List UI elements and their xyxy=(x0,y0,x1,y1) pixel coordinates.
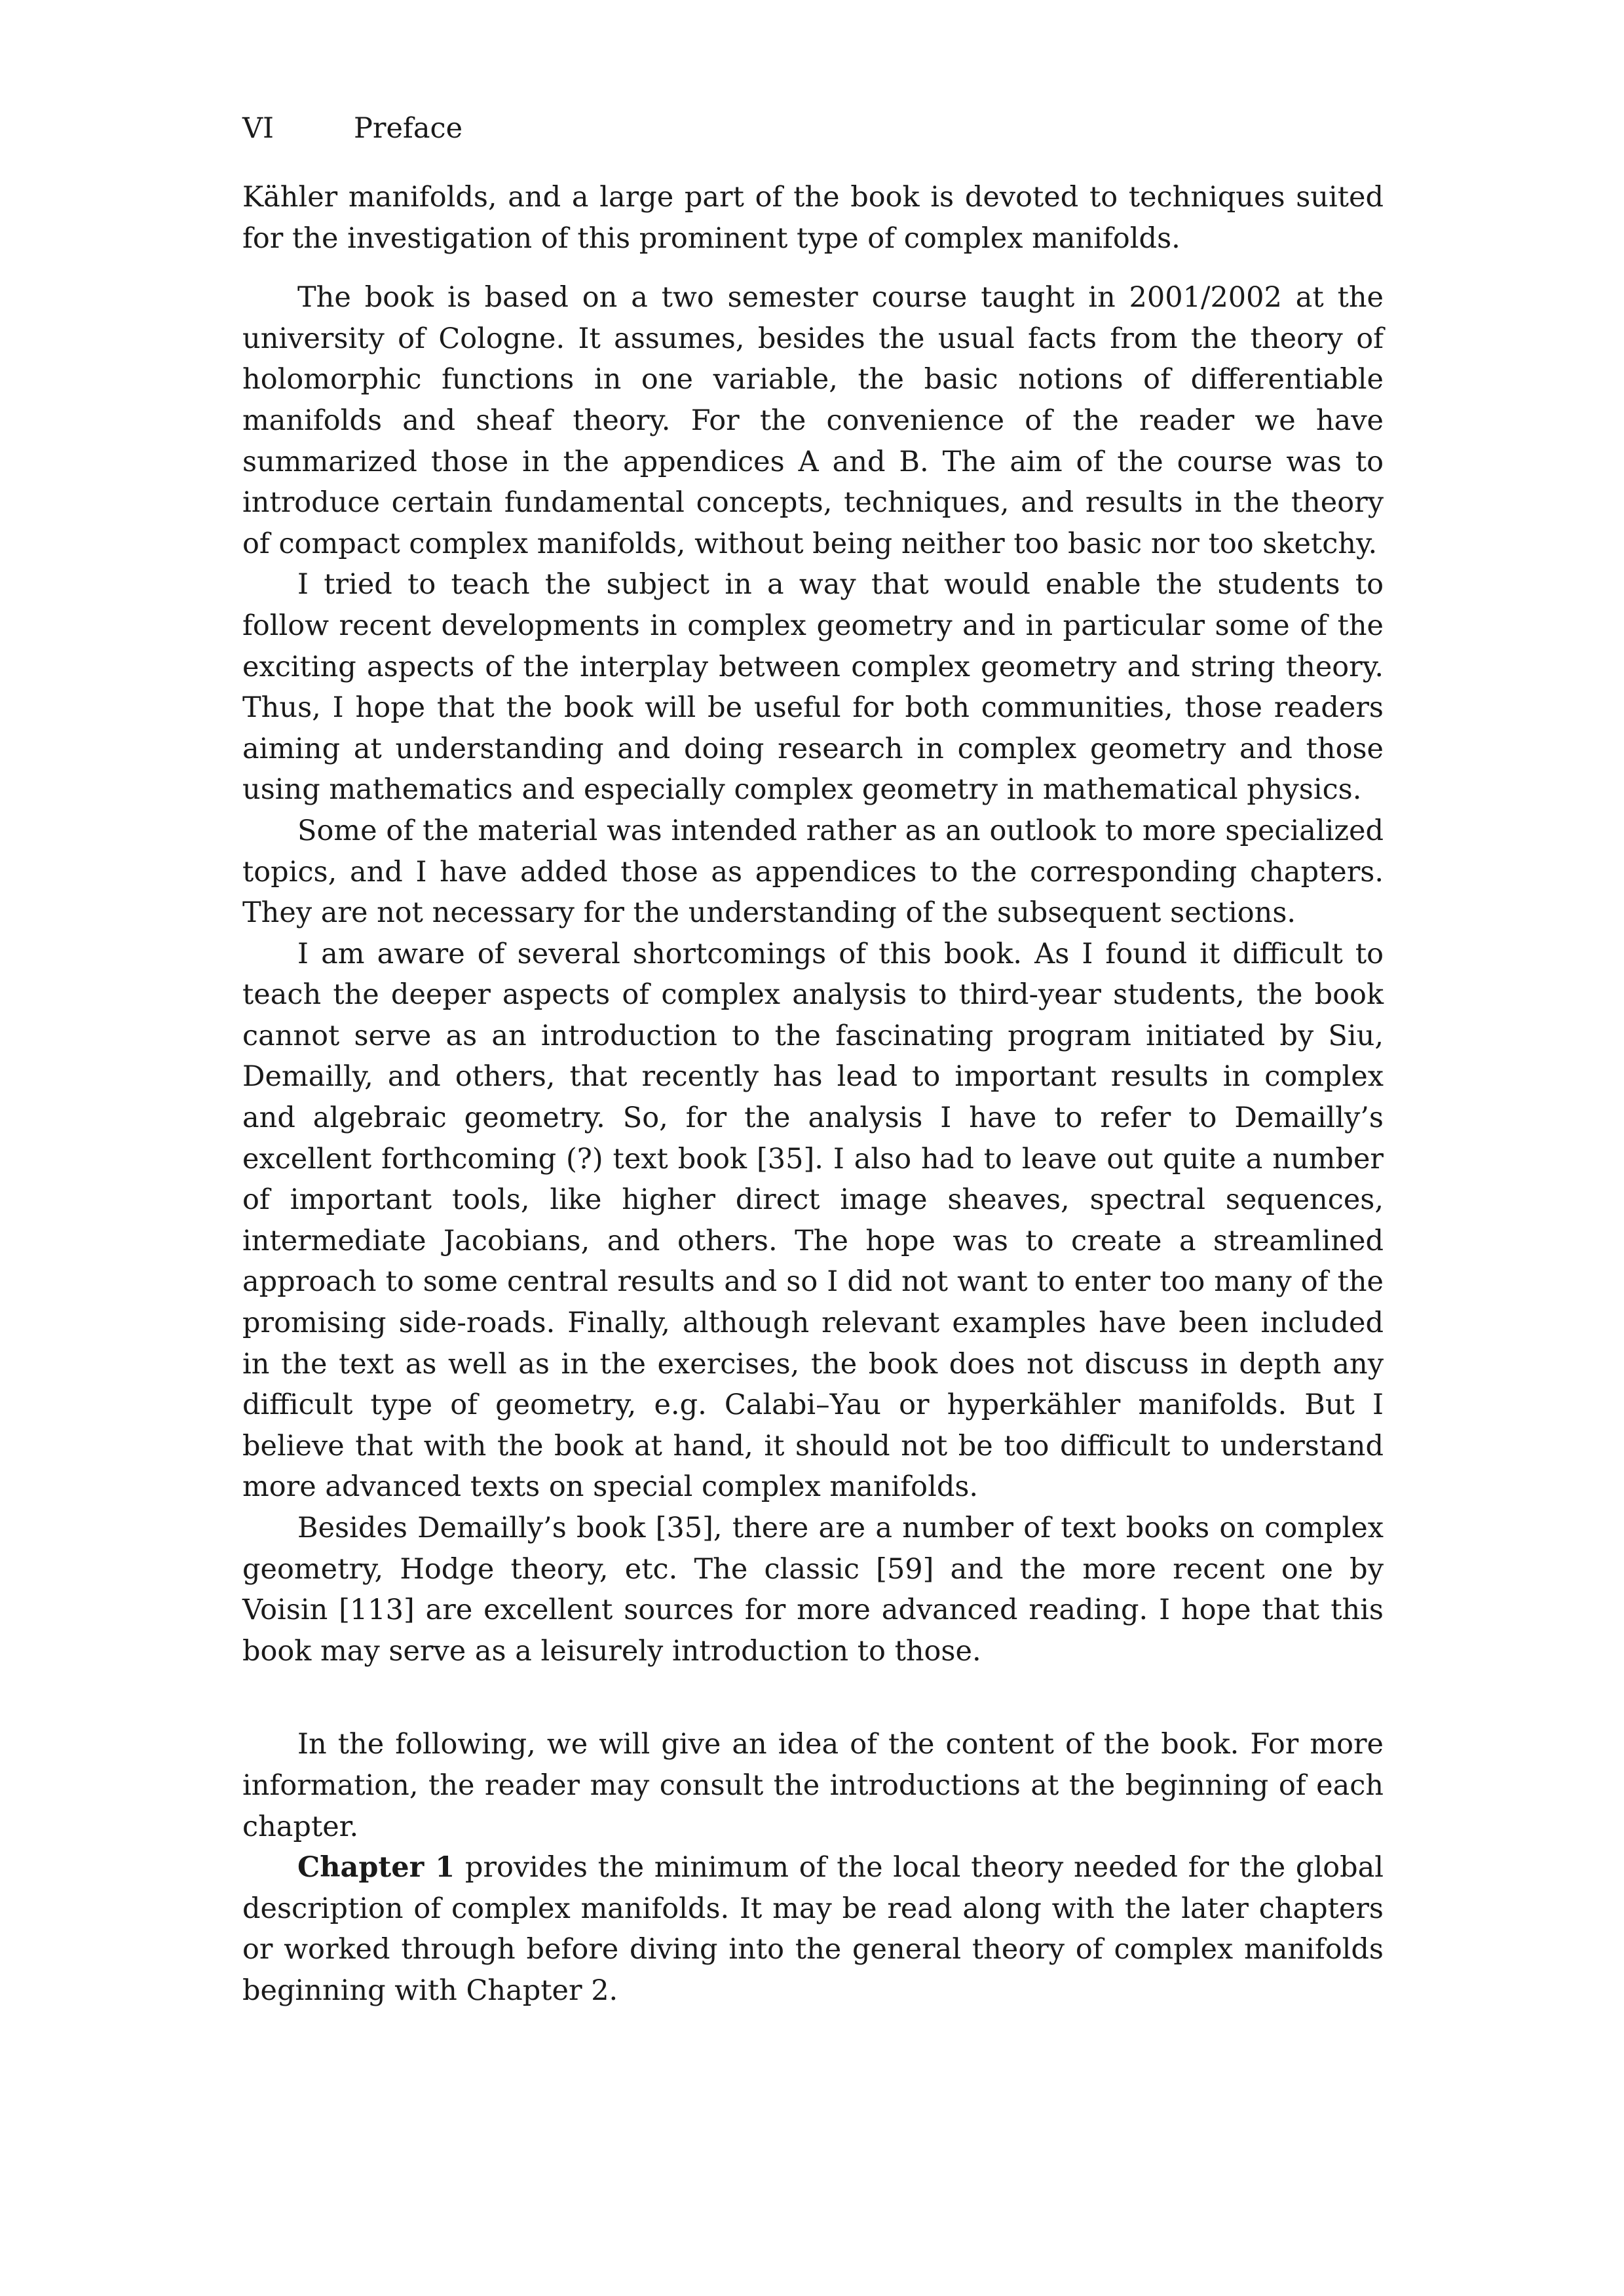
paragraph-teaching-aims: I tried to teach the subject in a way that would enable the students to follow recent developments in complex geometry and in particular some of the exciting aspects of the interplay between complex geometry and string theory. Thus, I hope that the book will be useful for both communities, those readers aiming at understanding and doing research in complex geometry and those using mathematics and especially complex geometry in mathematical physics. xyxy=(242,568,1384,807)
paragraph-further-reading: Besides Demailly’s book [35], there are a number of text books on complex geometry, Hodge theory, etc. The classic [59] and the more recent one by Voisin [113] are excellent sources for more advanced reading. I hope that this book may serve as a leisurely introduction to those. xyxy=(242,1512,1384,1668)
running-title: Preface xyxy=(354,112,463,145)
paragraph-course-basis: The book is based on a two semester course taught in 2001/2002 at the university of Cologne. It assumes, besides the usual facts from the theory of holomorphic functions in one variable, the basic notions of differentiable manifolds and sheaf theory. For the convenience of the reader we have summarized those in the appendices A and B. The aim of the course was to introduce certain fundamental concepts, techniques, and results in the theory of compact complex manifolds, without being neither too basic nor too sketchy. xyxy=(242,281,1384,560)
chapter-1-label: Chapter 1 xyxy=(297,1851,455,1885)
paragraph-outlook-material: Some of the material was intended rather as an outlook to more specialized topics, and I have added those as appendices to the corresponding chapters. They are not necessary for the understanding of the subsequent sections. xyxy=(242,814,1384,930)
paragraph-continuation: Kähler manifolds, and a large part of the book is devoted to techniques suited for the investigation of this prominent type of complex manifolds. xyxy=(242,181,1384,255)
paragraph-content-overview: In the following, we will give an idea of the content of the book. For more information, the reader may consult the introductions at the beginning of each chapter. xyxy=(242,1728,1384,1843)
paragraph-chapter-1 xyxy=(242,1847,1384,2011)
chapter-1-description: provides the minimum of the local theory needed for the global description of complex manifolds. It may be read along with the later chapters or worked through before diving into the general theory of complex manifolds beginning with Chapter 2. xyxy=(242,1851,1384,2007)
paragraph-shortcomings: I am aware of several shortcomings of this book. As I found it difficult to teach the deeper aspects of complex analysis to third-year students, the book cannot serve as an introduction to the fascinating program initiated by Siu, Demailly, and others, that recently has lead to important results in complex and algebraic geometry. So, for the analysis I have to refer to Demailly’s excellent forthcoming (?) text book [35]. I also had to leave out quite a number of important tools, like higher direct image sheaves, spectral sequences, intermediate Jacobians, and others. The hope was to create a streamlined approach to some central results and so I did not want to enter too many of the promising side-roads. Finally, although relevant examples have been included in the text as well as in the exercises, the book does not discuss in depth any difficult type of geometry, e.g. Calabi–Yau or hyperkähler manifolds. But I believe that with the book at hand, it should not be too difficult to understand more advanced texts on special complex manifolds. xyxy=(242,937,1384,1504)
page-body xyxy=(242,177,1384,2012)
running-head xyxy=(242,109,463,148)
page-number: VI xyxy=(242,112,274,145)
